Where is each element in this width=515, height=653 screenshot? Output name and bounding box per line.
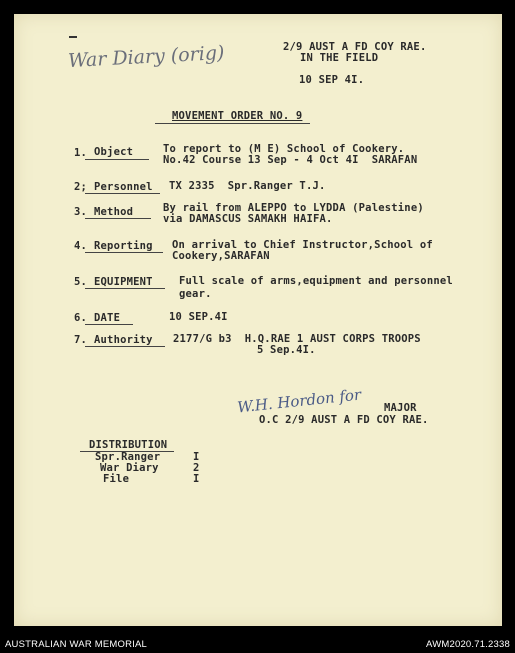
signatory-unit: O.C 2/9 AUST A FD COY RAE. [259,414,429,426]
item-text: via DAMASCUS SAMAKH HAIFA. [163,213,333,225]
label-underline [85,324,133,325]
item-number: 7. [74,334,88,346]
signatory-rank: MAJOR [384,402,417,414]
item-number: 5. [74,276,88,288]
pen-mark [69,36,77,38]
item-number: 6. [74,312,88,324]
item-text: TX 2335 Spr.Ranger T.J. [169,180,326,192]
item-label-object: Object [94,146,134,158]
handwritten-note: War Diary (orig) [67,41,225,73]
label-underline [85,288,165,289]
distribution-qty: I [193,473,200,485]
item-text: By rail from ALEPPO to LYDDA (Palestine) [163,202,424,214]
document-title: MOVEMENT ORDER NO. 9 [172,110,303,122]
distribution-qty: 2 [193,462,200,474]
item-number: 3. [74,206,88,218]
item-number: 2; [74,181,88,193]
distribution-name: War Diary [100,462,159,474]
label-underline [85,346,165,347]
location-line: IN THE FIELD [300,52,379,64]
item-label-reporting: Reporting [94,240,153,252]
item-number: 4. [74,240,88,252]
item-label-authority: Authority [94,334,153,346]
item-text: To report to (M E) School of Cookery. [163,143,405,155]
item-text: No.42 Course 13 Sep - 4 Oct 4I SARAFAN [163,154,418,166]
title-underline [155,123,310,124]
label-underline [85,193,160,194]
distribution-title: DISTRIBUTION [89,439,168,451]
distribution-qty: I [193,451,200,463]
label-underline [85,159,149,160]
distribution-name: File [103,473,130,485]
item-number: 1. [74,147,88,159]
footer-accession-number: AWM2020.71.2338 [426,639,510,650]
item-text: gear. [179,288,212,300]
footer-source: AUSTRALIAN WAR MEMORIAL [5,639,148,650]
signature: W.H. Hordon for [236,385,362,417]
item-text: 5 Sep.4I. [257,344,316,356]
distribution-name: Spr.Ranger [95,451,161,463]
item-label-equipment: EQUIPMENT [94,276,153,288]
item-label-method: Method [94,206,134,218]
item-text: Full scale of arms,equipment and personnel [179,275,453,287]
item-label-date: DATE [94,312,121,324]
label-underline [85,218,151,219]
item-text: On arrival to Chief Instructor,School of [172,239,433,251]
order-date: 10 SEP 4I. [299,74,365,86]
label-underline [85,252,163,253]
unit-heading: 2/9 AUST A FD COY RAE. [283,41,427,53]
item-text: Cookery,SARAFAN [172,250,270,262]
item-label-personnel: Personnel [94,181,153,193]
document-page [14,14,502,626]
item-text: 2177/G b3 H.Q.RAE 1 AUST CORPS TROOPS [173,333,421,345]
item-text: 10 SEP.4I [169,311,228,323]
